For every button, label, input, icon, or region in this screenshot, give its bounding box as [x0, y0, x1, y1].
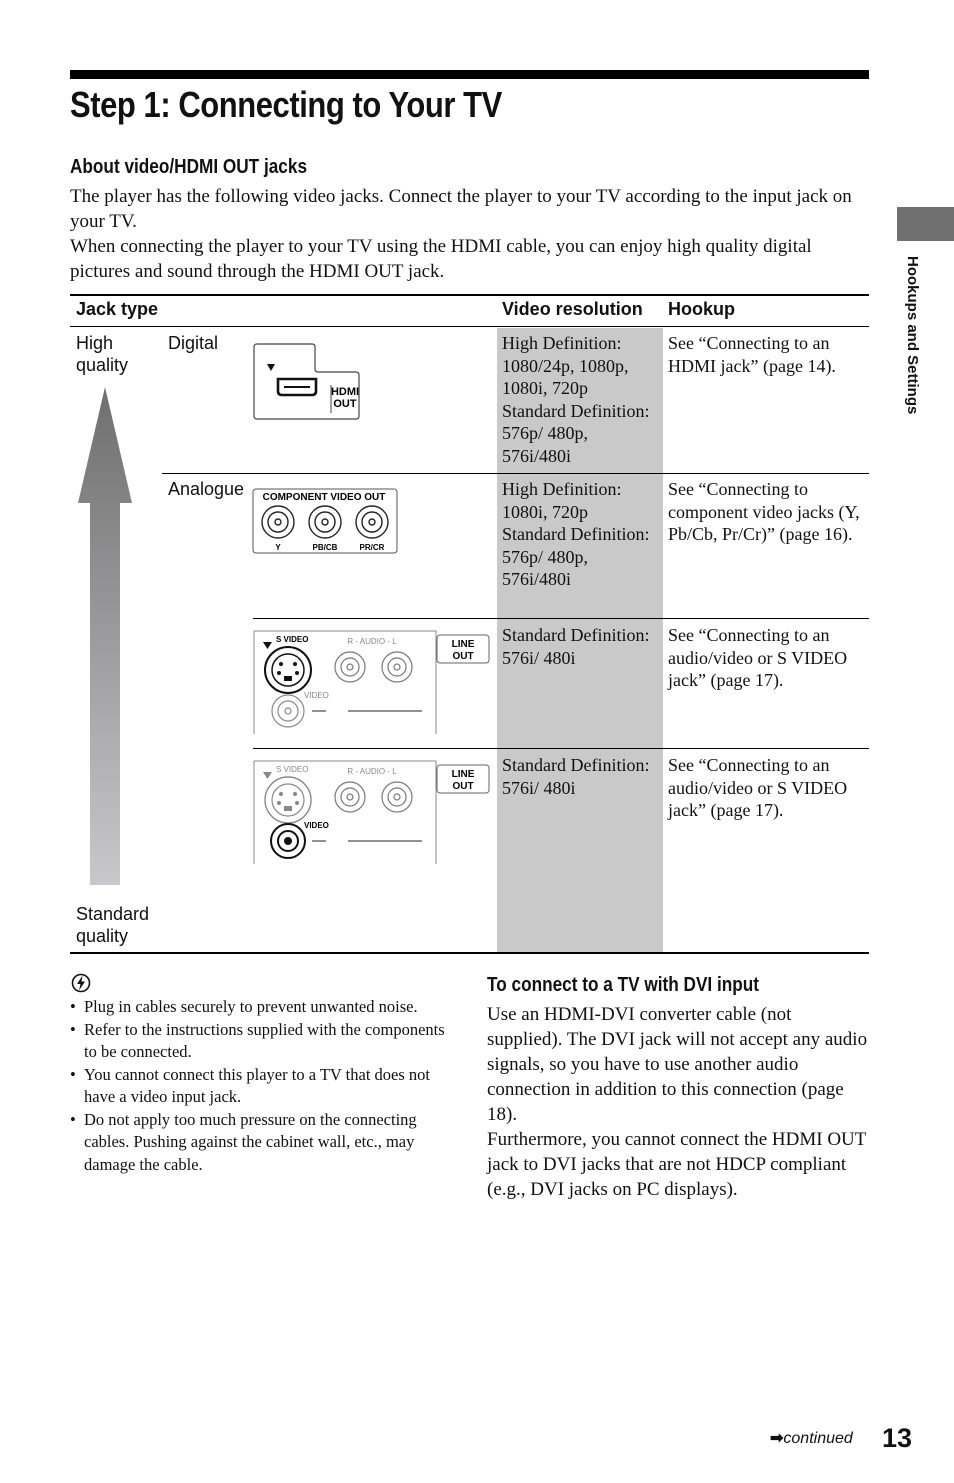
row-2-resolution: High Definition: 1080i, 720p Standard Definition: 576p/ 480p, 576i/480i — [502, 479, 650, 589]
row-2-hookup: See “Connecting to component video jacks (Y, Pb/Cb, Pr/Cr)” (page 16). — [668, 479, 860, 544]
quality-arrow — [76, 385, 134, 887]
svideo-jack-diagram — [252, 630, 492, 740]
row-divider-3 — [253, 748, 869, 749]
standard-quality-label: Standard quality — [76, 904, 150, 946]
row-divider-1 — [162, 473, 869, 474]
about-paragraph-1: The player has the following video jacks. Connect the player to your TV according to the input jack on your TV. — [70, 186, 852, 232]
row-3-resolution: Standard Definition: 576i/ 480i — [502, 625, 650, 668]
out-label: OUT — [333, 398, 357, 410]
video-label: VIDEO — [304, 691, 329, 700]
header-video-resolution: Video resolution — [502, 299, 643, 319]
hdmi-jack-diagram — [252, 343, 364, 421]
section-side-label: Hookups and Settings — [904, 256, 921, 415]
pb-label: PB/CB — [312, 543, 338, 552]
row-4-hookup: See “Connecting to an audio/video or S VIDEO jack” (page 17). — [668, 755, 848, 820]
svideo-label: S VIDEO — [276, 765, 309, 774]
video-label: VIDEO — [304, 821, 329, 830]
page-number: 13 — [882, 1423, 913, 1453]
pr-label: PR/CR — [359, 543, 385, 552]
row-type-analogue: Analogue — [168, 479, 245, 499]
table-top-rule — [70, 294, 869, 296]
y-label: Y — [275, 543, 281, 552]
hint-icon — [71, 973, 91, 993]
line-out-label: OUT — [452, 651, 474, 662]
dvi-paragraph-1: Use an HDMI-DVI converter cable (not supplied). The DVI jack will not accept any audio signals, so you have to use another audio connection in addition to this connection (page 18). — [487, 1004, 868, 1125]
component-label: COMPONENT VIDEO OUT — [262, 492, 386, 503]
about-heading: About video/HDMI OUT jacks — [70, 156, 308, 178]
row-type-digital: Digital — [168, 333, 219, 353]
section-tab-marker — [897, 207, 954, 241]
header-jack-type: Jack type — [76, 299, 159, 319]
page-title: Step 1: Connecting to Your TV — [70, 84, 502, 125]
hint-list — [70, 996, 455, 1176]
line-label: LINE — [451, 769, 475, 780]
hint-item: • You cannot connect this player to a TV that does not have a video input jack. — [70, 1064, 455, 1109]
header-hookup: Hookup — [668, 299, 735, 319]
continued-note: ➡continued — [770, 1430, 853, 1447]
about-paragraph-2: When connecting the player to your TV using the HDMI cable, you can enjoy high quality digital pictures and sound through the HDMI OUT jack. — [70, 236, 812, 282]
line-label: LINE — [451, 639, 475, 650]
row-1-hookup: See “Connecting to an HDMI jack” (page 14). — [668, 333, 836, 376]
audio-label: R - AUDIO - L — [347, 637, 397, 646]
hdmi-label: HDMI — [330, 386, 360, 398]
composite-video-jack-diagram — [252, 760, 492, 870]
table-header-rule — [70, 326, 869, 327]
row-3-hookup: See “Connecting to an audio/video or S VIDEO jack” (page 17). — [668, 625, 848, 690]
line-out-label: OUT — [452, 781, 474, 792]
hint-item: • Do not apply too much pressure on the connecting cables. Pushing against the cabinet wall, etc., may damage the cable. — [70, 1109, 455, 1177]
hint-item: • Refer to the instructions supplied with the components to be connected. — [70, 1019, 455, 1064]
row-divider-2 — [253, 618, 869, 619]
row-1-resolution: High Definition: 1080/24p, 1080p, 1080i, 720p Standard Definition: 576p/ 480p, 576i/480i — [502, 333, 650, 466]
arrow-right-icon: ➡ — [770, 1430, 784, 1447]
dvi-paragraph-2: Furthermore, you cannot connect the HDMI OUT jack to DVI jacks that are not HDCP compliant (e.g., DVI jacks on PC displays). — [487, 1129, 867, 1200]
title-rule — [70, 70, 869, 79]
component-jack-diagram — [252, 488, 400, 556]
dvi-heading: To connect to a TV with DVI input — [487, 974, 760, 996]
hint-item: • Plug in cables securely to prevent unwanted noise. — [70, 996, 455, 1019]
svideo-label: S VIDEO — [276, 635, 309, 644]
row-4-resolution: Standard Definition: 576i/ 480i — [502, 755, 650, 798]
table-bottom-rule — [70, 952, 869, 954]
audio-label: R - AUDIO - L — [347, 767, 397, 776]
high-quality-label: High quality — [76, 333, 129, 375]
